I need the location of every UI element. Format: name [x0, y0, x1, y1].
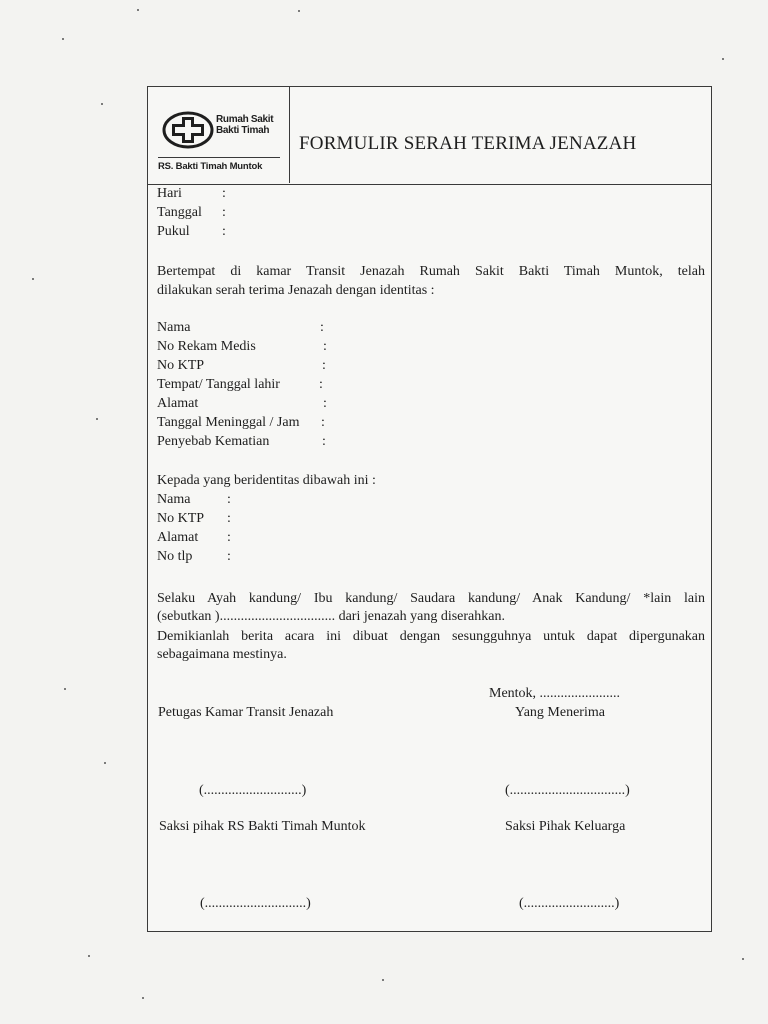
scan-speck [722, 58, 724, 60]
date-label: Tanggal [157, 205, 202, 220]
intro-line-1: Bertempat di kamar Transit Jenazah Rumah Sakit Bakti Timah Muntok, telah [157, 264, 705, 279]
death-date-time-colon: : [321, 415, 325, 430]
scan-speck [96, 418, 98, 420]
logo-caption: RS. Bakti Timah Muntok [158, 161, 263, 172]
hospital-witness-label: Saksi pihak RS Bakti Timah Muntok [159, 819, 366, 834]
ktp-label: No KTP [157, 358, 205, 373]
recipient-address-colon: : [227, 530, 231, 545]
cause-of-death-colon: : [322, 434, 326, 449]
deceased-name-label: Nama [157, 320, 191, 335]
hospital-logo-box [148, 87, 290, 183]
family-witness-blank: (..........................) [519, 896, 620, 911]
scan-speck [382, 979, 384, 981]
recipient-ktp-colon: : [227, 511, 231, 526]
recipient-phone-label: No tlp [157, 549, 193, 564]
form-header [148, 87, 711, 185]
scan-speck [101, 103, 103, 105]
deceased-name-colon: : [320, 320, 324, 335]
relation-line-2: (sebutkan )................................. dari jenazah yang diserahkan. [157, 609, 505, 624]
scan-speck [32, 278, 34, 280]
scan-speck [298, 10, 300, 12]
recipient-ktp-label: No KTP [157, 511, 205, 526]
logo-line-2: Bakti Timah [216, 125, 270, 136]
scan-speck [742, 958, 744, 960]
birth-place-date-colon: : [319, 377, 323, 392]
scan-speck [88, 955, 90, 957]
closing-line-1: Demikianlah berita acara ini dibuat dengan sesungguhnya untuk dapat dipergunakan [157, 629, 705, 644]
ktp-colon: : [322, 358, 326, 373]
cause-of-death-label: Penyebab Kematian [157, 434, 270, 449]
recipient-phone-colon: : [227, 549, 231, 564]
medical-record-label: No Rekam Medis [157, 339, 256, 354]
address-label: Alamat [157, 396, 199, 411]
place-date-line: Mentok, ....................... [489, 686, 621, 701]
logo-line-1: Rumah Sakit [216, 114, 274, 125]
scan-speck [137, 9, 139, 11]
scan-speck [64, 688, 66, 690]
address-colon: : [323, 396, 327, 411]
scan-speck [62, 38, 64, 40]
time-label: Pukul [157, 224, 190, 239]
day-colon: : [222, 186, 226, 201]
time-colon: : [222, 224, 226, 239]
receiver-signature-label: Yang Menerima [515, 705, 605, 720]
recipient-name-label: Nama [157, 492, 191, 507]
scan-speck [104, 762, 106, 764]
scan-speck [142, 997, 144, 999]
recipient-intro: Kepada yang beridentitas dibawah ini : [157, 473, 376, 488]
death-date-time-label: Tanggal Meninggal / Jam [157, 415, 300, 430]
hospital-logo-text [216, 114, 290, 136]
receiver-signature-blank: (.................................) [505, 783, 630, 798]
form-title: FORMULIR SERAH TERIMA JENAZAH [299, 133, 637, 154]
intro-line-2: dilakukan serah terima Jenazah dengan identitas : [157, 283, 435, 298]
handover-form [147, 86, 712, 932]
hospital-witness-blank: (.............................) [200, 896, 311, 911]
hospital-cross-logo-icon [161, 109, 215, 151]
officer-signature-blank: (............................) [199, 783, 307, 798]
birth-place-date-label: Tempat/ Tanggal lahir [157, 377, 280, 392]
recipient-name-colon: : [227, 492, 231, 507]
recipient-address-label: Alamat [157, 530, 199, 545]
day-label: Hari [157, 186, 182, 201]
relation-line-1: Selaku Ayah kandung/ Ibu kandung/ Saudara kandung/ Anak Kandung/ *lain lain [157, 591, 705, 606]
officer-signature-label: Petugas Kamar Transit Jenazah [158, 705, 334, 720]
logo-divider [158, 157, 280, 158]
family-witness-label: Saksi Pihak Keluarga [505, 819, 626, 834]
medical-record-colon: : [323, 339, 327, 354]
closing-line-2: sebagaimana mestinya. [157, 647, 287, 662]
date-colon: : [222, 205, 226, 220]
